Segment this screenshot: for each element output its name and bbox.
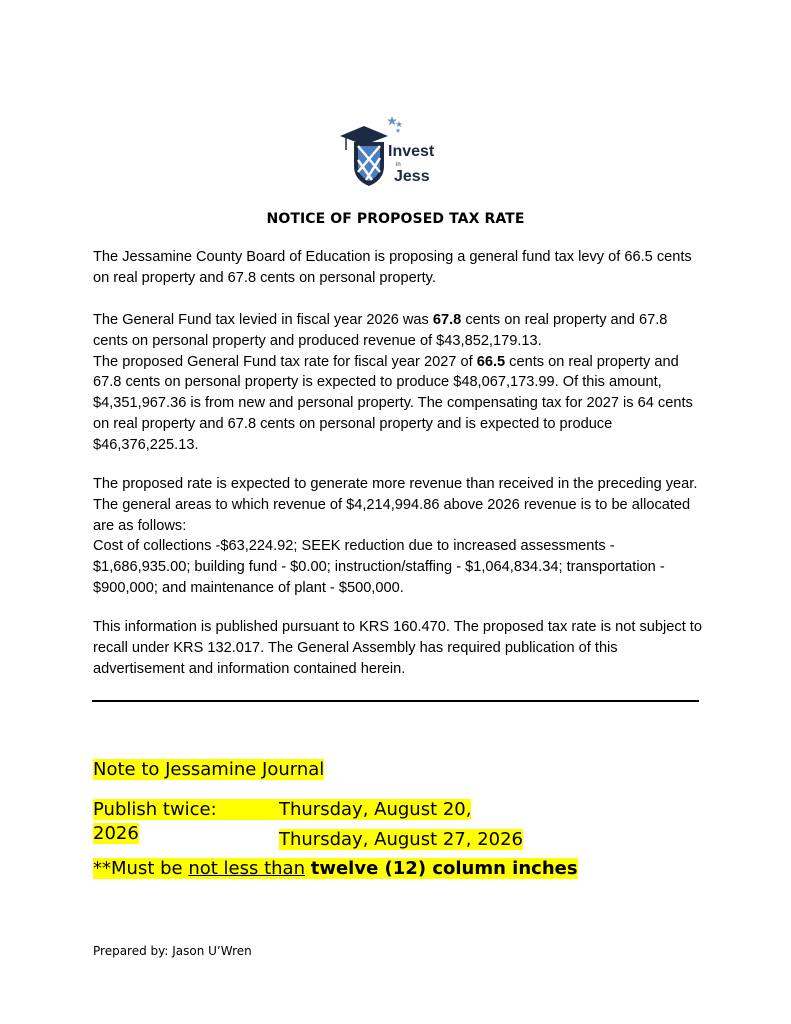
paragraph-levy: [93, 247, 703, 289]
paragraph-krs: [93, 617, 703, 679]
paragraph-levy-text: The Jessamine County Board of Education is proposing a general fund tax levy of 66.5 cents on real property and 67.8 cents on personal property.: [93, 249, 692, 286]
paragraph-general-fund-2027: [93, 352, 703, 456]
text-2026-a: The General Fund tax levied in fiscal year 2026 was: [93, 312, 433, 328]
logo-star-icon: [387, 116, 397, 125]
paragraph-general-fund: [93, 310, 703, 456]
horizontal-divider: [92, 700, 699, 702]
paragraph-revenue-intro: The proposed rate is expected to generate more revenue than received in the preceding year. The general areas to which revenue of $4,214,994.86 above 2026 revenue is to be allocated are as follows:: [93, 476, 698, 534]
logo-star-icon-3: [396, 128, 401, 133]
logo-line3: Jess: [394, 168, 430, 185]
invest-in-jess-logo: [338, 114, 448, 188]
publish-label: Publish twice:: [93, 799, 279, 820]
note-title-text: Note to Jessamine Journal: [93, 759, 325, 780]
column-inches-note: [93, 857, 578, 881]
notice-title: NOTICE OF PROPOSED TAX RATE: [266, 211, 525, 227]
paragraph-revenue-items: Cost of collections -$63,224.92; SEEK reduction due to increased assessments - $1,686,935.00; building fund - $0.00; instruction/staffing - $1,064,834.34; transportation - $900,000; and maintenance of plant - $500,000.: [93, 538, 665, 596]
paragraph-general-fund-2026: [93, 310, 703, 352]
publish-date-2: Thursday, August 27, 2026: [279, 829, 524, 850]
publish-row-2: [93, 828, 523, 852]
paragraph-revenue-allocation: [93, 474, 703, 599]
prepared-by: Prepared by: Jason U’Wren: [93, 944, 252, 958]
must-underlined: not less than: [188, 858, 305, 879]
text-2027-c: The proposed General Fund tax rate for fiscal year 2027 of: [93, 353, 477, 370]
logo-line1: Invest: [388, 143, 435, 160]
must-bold: twelve (12) column inches: [310, 858, 578, 879]
text-2027-d: cents on real property and 67.8 cents on personal property is expected to produce $48,067,173.99. Of this amount, $4,351,967.36 is from new and personal property. The compensating tax for 2027 is 64 cents on real property and 67.8 cents on personal property and is expected to produce $46,376,225.13.: [93, 353, 693, 453]
logo-line2: in: [396, 162, 401, 168]
must-space: [305, 858, 311, 879]
paragraph-krs-text: This information is published pursuant to KRS 160.470. The proposed tax rate is not subject to recall under KRS 132.017. The General Assembly has required publication of this advertisement and information contained herein.: [93, 619, 702, 677]
text-2026-b: cents on real property and 67.8 cents on personal property and produced revenue of $43,852,179.13.: [93, 312, 668, 349]
must-prefix: **Must be: [93, 858, 189, 879]
publish-date-1: Thursday, August 20, 2026: [93, 799, 472, 844]
note-title: [93, 758, 324, 782]
rate-2026-bold: 67.8: [432, 312, 462, 328]
logo-star-icon-2: [396, 121, 403, 127]
rate-2027-bold: 66.5: [476, 353, 506, 370]
